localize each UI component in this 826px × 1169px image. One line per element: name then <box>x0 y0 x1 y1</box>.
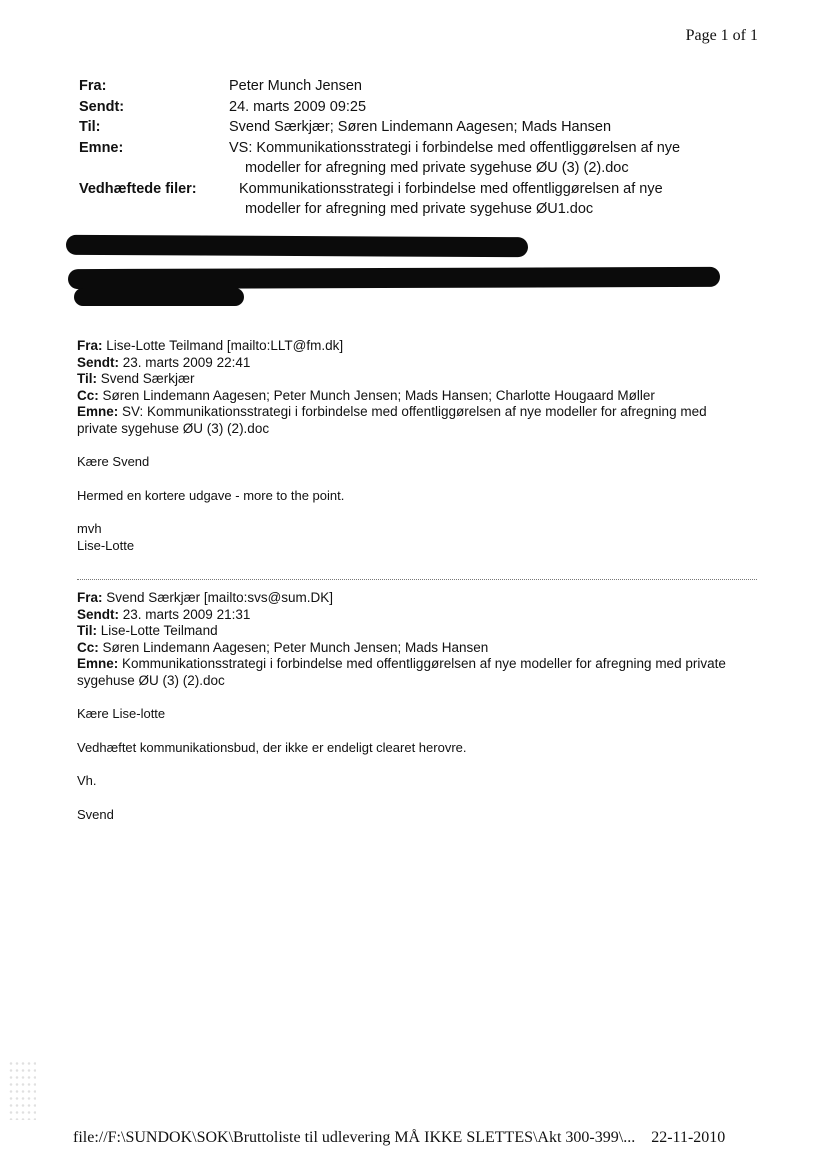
from-label: Fra: <box>79 78 107 94</box>
to-label: Til: <box>79 119 101 135</box>
msg2-sent: 23. marts 2009 21:31 <box>122 606 251 622</box>
redaction-bar <box>74 288 244 306</box>
message-1 <box>77 338 767 554</box>
attachments-label: Vedhæftede filer: <box>79 180 197 197</box>
redaction-bar <box>66 235 528 257</box>
msg2-sent-label: Sendt: <box>77 606 119 622</box>
msg2-greeting: Kære Lise-lotte <box>77 706 166 721</box>
msg2-to-label: Til: <box>77 623 97 638</box>
header-attachments-row <box>79 179 729 220</box>
msg1-cc: Søren Lindemann Aagesen; Peter Munch Jensen; Mads Hansen; Charlotte Hougaard Møller <box>102 387 655 403</box>
msg2-subject-label: Emne: <box>77 656 119 671</box>
msg2-cc-label: Cc: <box>77 639 99 655</box>
msg1-body: Hermed en kortere udgave - more to the point. <box>77 487 345 503</box>
msg1-greeting: Kære Svend <box>77 454 150 469</box>
header-to-row <box>79 117 729 138</box>
forward-header <box>79 76 729 220</box>
msg1-sign-2: Lise-Lotte <box>77 537 135 553</box>
msg1-to-label: Til: <box>77 371 97 386</box>
msg2-sign-2: Svend <box>77 806 114 822</box>
subject-label: Emne: <box>79 139 124 156</box>
header-from-row <box>79 76 729 97</box>
sent-value: 24. marts 2009 09:25 <box>229 98 367 115</box>
msg2-sign-1: Vh. <box>77 773 97 788</box>
subject-line-1: VS: Kommunikationsstrategi i forbindelse med offentliggørelsen af nye <box>229 139 681 156</box>
page-number: Page 1 of 1 <box>685 27 758 44</box>
msg1-sent: 23. marts 2009 22:41 <box>122 354 251 370</box>
msg2-from: Svend Særkjær [mailto:svs@sum.DK] <box>106 590 334 605</box>
scan-noise <box>8 1060 36 1120</box>
header-sent-row <box>79 97 729 118</box>
msg2-subject-line-2: sygehuse ØU (3) (2).doc <box>77 672 225 688</box>
msg1-subject-label: Emne: <box>77 404 119 419</box>
msg2-cc: Søren Lindemann Aagesen; Peter Munch Jensen; Mads Hansen <box>102 639 489 655</box>
to-value: Svend Særkjær; Søren Lindemann Aagesen; Mads Hansen <box>229 119 612 135</box>
msg2-from-label: Fra: <box>77 590 103 605</box>
msg1-sent-label: Sendt: <box>77 354 119 370</box>
attachments-value <box>229 179 729 220</box>
msg1-from: Lise-Lotte Teilmand [mailto:LLT@fm.dk] <box>106 338 344 353</box>
msg2-subject-line-1: Kommunikationsstrategi i forbindelse med offentliggørelsen af nye modeller for afregning med private <box>122 656 726 671</box>
message-2 <box>77 590 767 823</box>
from-value: Peter Munch Jensen <box>229 78 362 94</box>
footer-file-path: file://F:\SUNDOK\SOK\Bruttoliste til udlevering MÅ IKKE SLETTES\Akt 300-399\... <box>73 1129 636 1146</box>
redaction-bar <box>68 267 720 289</box>
msg1-to: Svend Særkjær <box>100 371 195 386</box>
message-separator <box>77 579 757 580</box>
msg2-to: Lise-Lotte Teilmand <box>100 623 218 638</box>
msg1-cc-label: Cc: <box>77 387 99 403</box>
sent-label: Sendt: <box>79 98 125 115</box>
footer-date: 22-11-2010 <box>651 1129 726 1146</box>
subject-line-2: modeller for afregning med private sygehuse ØU (3) (2).doc <box>245 160 629 176</box>
header-subject-row <box>79 138 729 179</box>
subject-value <box>229 138 729 179</box>
msg1-subject-line-2: private sygehuse ØU (3) (2).doc <box>77 420 270 436</box>
attachment-line-1: Kommunikationsstrategi i forbindelse med offentliggørelsen af nye <box>239 180 663 197</box>
page-footer <box>73 1129 725 1147</box>
msg1-from-label: Fra: <box>77 338 103 353</box>
attachment-line-2: modeller for afregning med private sygehuse ØU1.doc <box>245 201 594 217</box>
msg1-sign-1: mvh <box>77 521 102 536</box>
msg2-body: Vedhæftet kommunikationsbud, der ikke er endeligt clearet herovre. <box>77 739 467 755</box>
msg1-subject-line-1: SV: Kommunikationsstrategi i forbindelse med offentliggørelsen af nye modeller for afregning med <box>122 404 707 419</box>
